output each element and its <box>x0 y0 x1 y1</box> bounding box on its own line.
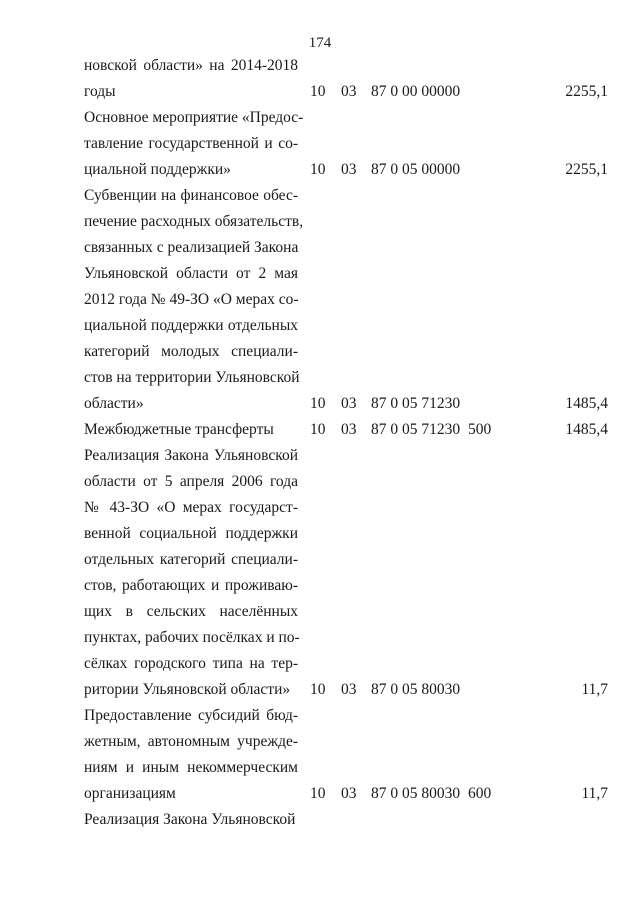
row-description-line: стов, работающих и проживаю- <box>84 577 298 594</box>
amount: 11,7 <box>581 681 608 698</box>
target-article-code: 87 0 05 71230 <box>371 421 461 438</box>
subsection-code: 03 <box>341 681 357 698</box>
expense-type-code: 500 <box>468 421 492 438</box>
row-description-line: циальной поддержки отдельных <box>84 317 298 334</box>
row-description-line: Межбюджетные трансферты <box>84 421 274 438</box>
row-description-line: ниям и иным некоммерческим <box>84 759 298 776</box>
section-code: 10 <box>310 681 326 698</box>
row-description-line: жетным, автономным учрежде- <box>84 733 298 750</box>
row-description-line: области от 5 апреля 2006 года <box>84 473 298 490</box>
section-code: 10 <box>310 785 326 802</box>
section-code: 10 <box>310 421 326 438</box>
row-description-line: тавление государственной и со- <box>84 135 298 152</box>
amount: 2255,1 <box>565 161 608 178</box>
row-description-line: связанных с реализацией Закона <box>84 239 299 256</box>
row-description-line: пунктах, рабочих посёлках и по- <box>84 629 300 646</box>
row-description-line: области» <box>84 395 144 412</box>
expense-type-code: 600 <box>468 785 492 802</box>
subsection-code: 03 <box>341 161 357 178</box>
target-article-code: 87 0 05 00000 <box>371 161 461 178</box>
row-description-line: Реализация Закона Ульяновской <box>84 811 296 828</box>
subsection-code: 03 <box>341 421 357 438</box>
subsection-code: 03 <box>341 83 357 100</box>
target-article-code: 87 0 00 00000 <box>371 83 461 100</box>
row-description-line: Субвенции на финансовое обес- <box>84 187 298 204</box>
row-description-line: Основное мероприятие «Предос- <box>84 109 304 126</box>
row-description-line: Реализация Закона Ульяновской <box>84 447 298 464</box>
section-code: 10 <box>310 83 326 100</box>
row-description-line: новской области» на 2014-2018 <box>84 57 298 74</box>
target-article-code: 87 0 05 80030 <box>371 785 461 802</box>
section-code: 10 <box>310 161 326 178</box>
amount: 2255,1 <box>565 83 608 100</box>
subsection-code: 03 <box>341 395 357 412</box>
row-description-line: № 43-ЗО «О мерах государст- <box>84 499 298 516</box>
row-description-line: годы <box>84 83 116 100</box>
target-article-code: 87 0 05 80030 <box>371 681 461 698</box>
row-description-line: Ульяновской области от 2 мая <box>84 265 298 282</box>
row-description-line: печение расходных обязательств, <box>84 213 304 230</box>
row-description-line: циальной поддержки» <box>84 161 231 178</box>
row-description-line: организациям <box>84 785 176 802</box>
row-description-line: щих в сельских населённых <box>84 603 298 620</box>
page-number: 174 <box>308 35 332 51</box>
amount: 1485,4 <box>565 421 608 438</box>
row-description-line: венной социальной поддержки <box>84 525 298 542</box>
subsection-code: 03 <box>341 785 357 802</box>
row-description-line: отдельных категорий специали- <box>84 551 298 568</box>
row-description-line: 2012 года № 49-ЗО «О мерах со- <box>84 291 299 308</box>
row-description-line: Предоставление субсидий бюд- <box>84 707 298 724</box>
section-code: 10 <box>310 395 326 412</box>
row-description-line: категорий молодых специали- <box>84 343 298 360</box>
row-description-line: стов на территории Ульяновской <box>84 369 300 386</box>
target-article-code: 87 0 05 71230 <box>371 395 461 412</box>
row-description-line: ритории Ульяновской области» <box>84 681 291 698</box>
amount: 11,7 <box>581 785 608 802</box>
amount: 1485,4 <box>565 395 608 412</box>
row-description-line: сёлках городского типа на тер- <box>84 655 298 672</box>
